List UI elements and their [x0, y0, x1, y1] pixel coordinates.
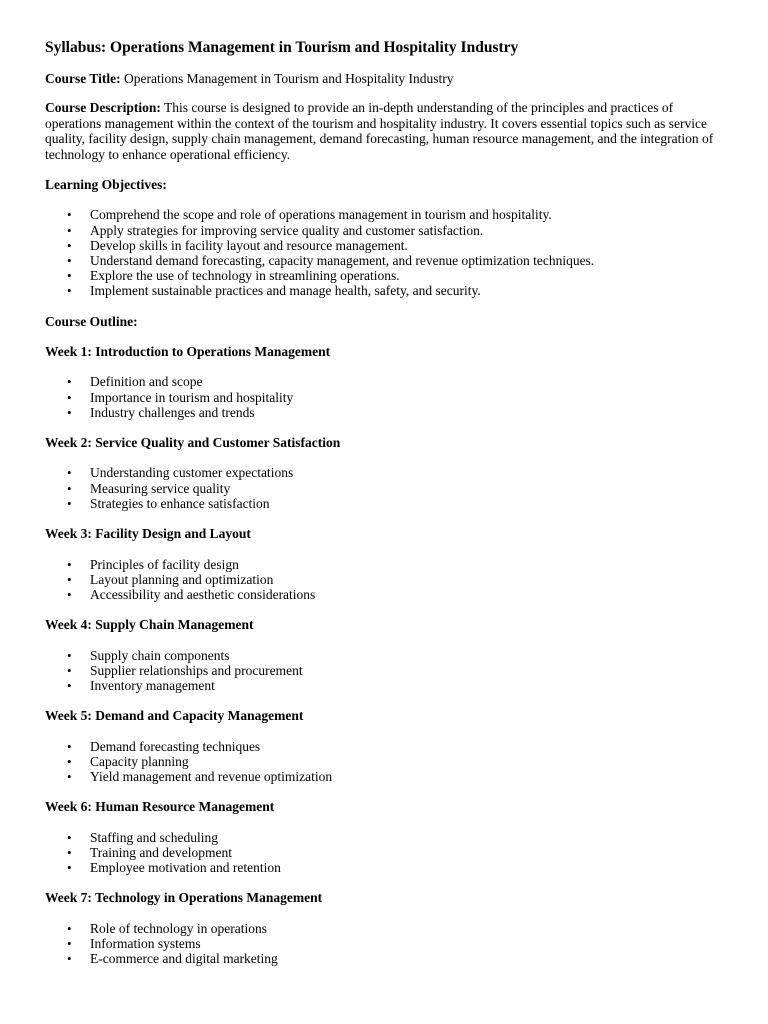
- list-item: [45, 860, 725, 875]
- document-title: Syllabus: Operations Management in Tourism and Hospitality Industry: [45, 39, 519, 56]
- topic-text: Strategies to enhance satisfaction: [90, 495, 270, 511]
- bullet-icon: •: [67, 253, 72, 269]
- bullet-icon: •: [67, 753, 72, 769]
- week-heading: Week 4: Supply Chain Management: [45, 617, 254, 633]
- bullet-icon: •: [67, 935, 72, 951]
- bullet-icon: •: [67, 768, 72, 784]
- objective-text: Apply strategies for improving service quality and customer satisfaction.: [90, 222, 484, 238]
- week-topics-list: [45, 830, 725, 876]
- list-item: [45, 253, 725, 268]
- week-heading: Week 3: Facility Design and Layout: [45, 526, 251, 542]
- bullet-icon: •: [67, 237, 72, 253]
- course-description-text: This course is designed to provide an in-depth understanding of the principles and practices of operations management within the context of the tourism and hospitality industry. It covers essential topics such as service quality, facility design, supply chain management, demand forecasting, human resource management, and the integration of technology to enhance operational efficiency.: [45, 100, 714, 162]
- list-item: [45, 465, 725, 480]
- topic-text: Layout planning and optimization: [90, 571, 274, 587]
- bullet-icon: •: [67, 662, 72, 678]
- list-item: [45, 678, 725, 693]
- list-item: [45, 921, 725, 936]
- topic-text: Capacity planning: [90, 753, 189, 769]
- topic-text: Definition and scope: [90, 374, 203, 390]
- topic-text: Demand forecasting techniques: [90, 738, 261, 754]
- topic-text: Supplier relationships and procurement: [90, 662, 303, 678]
- week-topics-list: [45, 374, 725, 420]
- week-topics-list: [45, 648, 725, 694]
- topic-text: Industry challenges and trends: [90, 404, 255, 420]
- bullet-icon: •: [67, 207, 72, 223]
- list-item: [45, 739, 725, 754]
- syllabus-page: [45, 38, 725, 966]
- topic-text: Information systems: [90, 935, 201, 951]
- objective-text: Explore the use of technology in streamlining operations.: [90, 268, 400, 284]
- topic-text: Inventory management: [90, 677, 215, 693]
- objective-text: Develop skills in facility layout and resource management.: [90, 237, 408, 253]
- topic-text: Training and development: [90, 844, 232, 860]
- course-title-line: [45, 71, 725, 86]
- list-item: [45, 845, 725, 860]
- list-item: [45, 496, 725, 511]
- topic-text: Employee motivation and retention: [90, 859, 281, 875]
- bullet-icon: •: [67, 389, 72, 405]
- course-description: [45, 100, 725, 162]
- bullet-icon: •: [67, 738, 72, 754]
- topic-text: E-commerce and digital marketing: [90, 950, 278, 966]
- bullet-icon: •: [67, 920, 72, 936]
- topic-text: Accessibility and aesthetic considerations: [90, 586, 316, 602]
- week-topics-list: [45, 921, 725, 967]
- bullet-icon: •: [67, 268, 72, 284]
- course-description-label: Course Description:: [45, 100, 161, 116]
- topic-text: Importance in tourism and hospitality: [90, 389, 294, 405]
- objectives-list: [45, 207, 725, 298]
- list-item: [45, 754, 725, 769]
- course-outline-heading: Course Outline:: [45, 313, 138, 329]
- bullet-icon: •: [67, 374, 72, 390]
- list-item: [45, 374, 725, 389]
- topic-text: Supply chain components: [90, 647, 230, 663]
- list-item: [45, 238, 725, 253]
- list-item: [45, 390, 725, 405]
- list-item: [45, 223, 725, 238]
- list-item: [45, 648, 725, 663]
- bullet-icon: •: [67, 677, 72, 693]
- list-item: [45, 830, 725, 845]
- bullet-icon: •: [67, 222, 72, 238]
- course-title-label: Course Title:: [45, 71, 121, 86]
- bullet-icon: •: [67, 465, 72, 481]
- topic-text: Principles of facility design: [90, 556, 239, 572]
- objective-text: Comprehend the scope and role of operations management in tourism and hospitality.: [90, 207, 552, 223]
- bullet-icon: •: [67, 480, 72, 496]
- list-item: [45, 951, 725, 966]
- list-item: [45, 769, 725, 784]
- list-item: [45, 663, 725, 678]
- week-heading: Week 5: Demand and Capacity Management: [45, 708, 304, 724]
- week-heading: Week 7: Technology in Operations Management: [45, 890, 323, 906]
- bullet-icon: •: [67, 586, 72, 602]
- topic-text: Understanding customer expectations: [90, 465, 294, 481]
- bullet-icon: •: [67, 283, 72, 299]
- bullet-icon: •: [67, 844, 72, 860]
- course-title-value: Operations Management in Tourism and Hospitality Industry: [124, 71, 454, 86]
- list-item: [45, 587, 725, 602]
- list-item: [45, 557, 725, 572]
- week-heading: Week 2: Service Quality and Customer Satisfaction: [45, 435, 341, 451]
- list-item: [45, 207, 725, 222]
- list-item: [45, 268, 725, 283]
- bullet-icon: •: [67, 829, 72, 845]
- topic-text: Staffing and scheduling: [90, 829, 218, 845]
- list-item: [45, 572, 725, 587]
- bullet-icon: •: [67, 404, 72, 420]
- bullet-icon: •: [67, 571, 72, 587]
- list-item: [45, 481, 725, 496]
- bullet-icon: •: [67, 950, 72, 966]
- list-item: [45, 283, 725, 298]
- list-item: [45, 405, 725, 420]
- bullet-icon: •: [67, 859, 72, 875]
- topic-text: Role of technology in operations: [90, 920, 267, 936]
- objective-text: Understand demand forecasting, capacity management, and revenue optimization techniques.: [90, 253, 595, 269]
- list-item: [45, 936, 725, 951]
- topic-text: Measuring service quality: [90, 480, 231, 496]
- bullet-icon: •: [67, 647, 72, 663]
- bullet-icon: •: [67, 495, 72, 511]
- topic-text: Yield management and revenue optimization: [90, 768, 333, 784]
- objective-text: Implement sustainable practices and manage health, safety, and security.: [90, 283, 481, 299]
- week-topics-list: [45, 557, 725, 603]
- week-topics-list: [45, 739, 725, 785]
- week-heading: Week 1: Introduction to Operations Management: [45, 344, 331, 360]
- learning-objectives-heading: Learning Objectives:: [45, 177, 167, 193]
- week-topics-list: [45, 465, 725, 511]
- bullet-icon: •: [67, 556, 72, 572]
- week-heading: Week 6: Human Resource Management: [45, 799, 275, 815]
